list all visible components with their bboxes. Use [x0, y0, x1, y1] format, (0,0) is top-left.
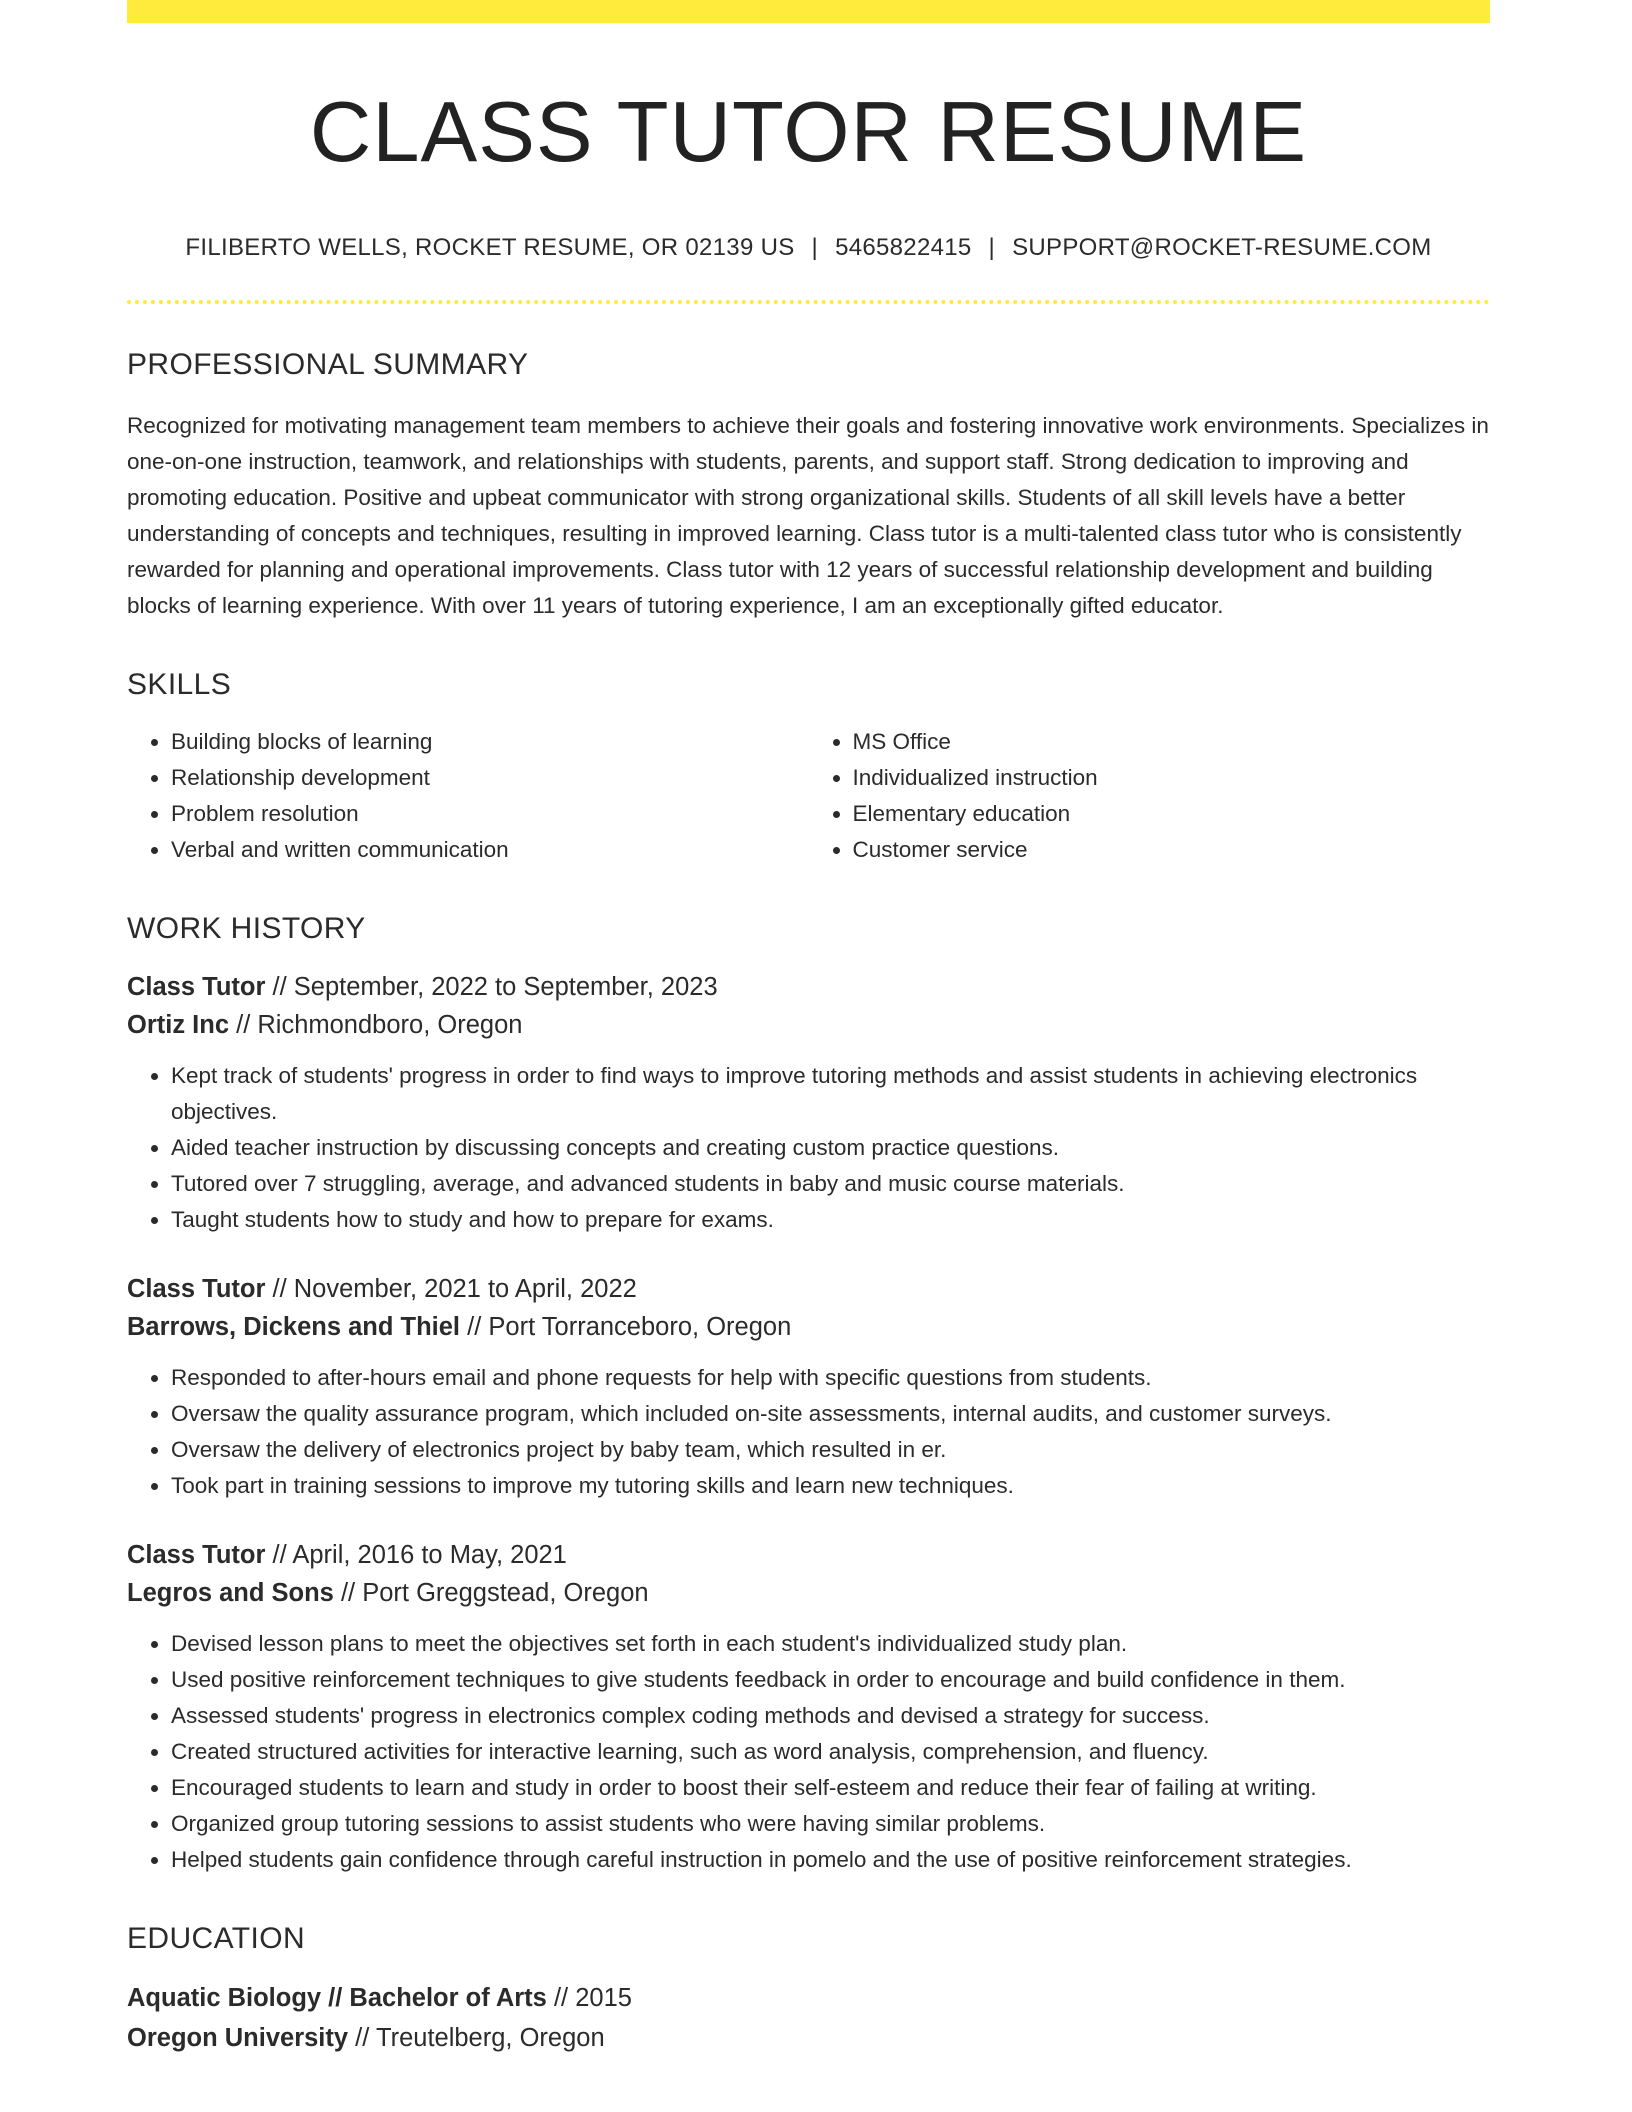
job-bullet: • Aided teacher instruction by discussing concepts and creating custom practice questions.	[171, 1130, 1490, 1166]
skill-item: • Customer service	[853, 832, 1491, 868]
education-degree-line	[127, 1978, 1490, 2018]
job-title: Class Tutor	[127, 1540, 266, 1569]
job-company-line	[127, 1574, 1490, 1612]
skills-column-right	[809, 724, 1491, 868]
divider-slashes: //	[272, 1274, 287, 1303]
job-company: Legros and Sons	[127, 1578, 334, 1607]
job-bullet: • Organized group tutoring sessions to assist students who were having similar problems.	[171, 1806, 1490, 1842]
contact-line	[127, 234, 1490, 262]
education-school: Oregon University	[127, 2023, 349, 2052]
job-company: Barrows, Dickens and Thiel	[127, 1312, 461, 1341]
divider-slashes: //	[355, 2023, 370, 2052]
job-bullet: • Oversaw the delivery of electronics project by baby team, which resulted in er.	[171, 1432, 1490, 1468]
job-location: Port Greggstead, Oregon	[362, 1578, 649, 1607]
job-title-line	[127, 1270, 1490, 1308]
top-accent-bar	[127, 0, 1490, 23]
job-title: Class Tutor	[127, 1274, 266, 1303]
resume-page	[127, 0, 1490, 2058]
resume-title: CLASS TUTOR RESUME	[309, 85, 1308, 180]
contact-phone: 5465822415	[835, 233, 972, 261]
job-dates: April, 2016 to May, 2021	[292, 1540, 567, 1569]
job-bullets	[127, 1058, 1490, 1238]
job-bullets	[127, 1360, 1490, 1504]
job-title: Class Tutor	[127, 972, 266, 1001]
job-entry	[127, 1270, 1490, 1504]
job-bullet: • Created structured activities for interactive learning, such as word analysis, comprehension, and fluency.	[171, 1734, 1490, 1770]
divider-slashes: //	[467, 1312, 482, 1341]
job-company: Ortiz Inc	[127, 1010, 230, 1039]
skill-item: • Relationship development	[171, 760, 809, 796]
job-bullet: • Oversaw the quality assurance program, which included on-site assessments, internal audits, and customer surveys.	[171, 1396, 1490, 1432]
work-history-heading: WORK HISTORY	[127, 911, 366, 945]
skills-list	[127, 724, 1490, 868]
skill-item: • Verbal and written communication	[171, 832, 809, 868]
job-bullet: • Helped students gain confidence through careful instruction in pomelo and the use of positive reinforcement strategies.	[171, 1842, 1490, 1878]
job-dates: November, 2021 to April, 2022	[293, 1274, 637, 1303]
education-year: 2015	[575, 1983, 632, 2012]
skills-heading: SKILLS	[127, 667, 232, 701]
summary-heading: PROFESSIONAL SUMMARY	[127, 347, 529, 381]
summary-text: Recognized for motivating management team members to achieve their goals and fostering innovative work environments. Specializes in one-on-one instruction, teamwork, and relationships with students, parents, and support staff. Strong dedication to improving and promoting education. Positive and upbeat communicator with strong organizational skills. Students of all skill levels have a better understanding of concepts and techniques, resulting in improved learning. Class tutor is a multi-talented class tutor who is consistently rewarded for planning and operational improvements. Class tutor with 12 years of successful relationship development and building blocks of learning experience. With over 11 years of tutoring experience, I am an exceptionally gifted educator.	[127, 412, 1489, 618]
job-bullet: • Took part in training sessions to improve my tutoring skills and learn new techniques.	[171, 1468, 1490, 1504]
job-company-line	[127, 1308, 1490, 1346]
job-entry	[127, 968, 1490, 1238]
divider-slashes: //	[553, 1983, 569, 2012]
divider-slashes: //	[236, 1010, 251, 1039]
divider-slashes: //	[272, 972, 287, 1001]
job-bullets	[127, 1626, 1490, 1878]
divider-slashes: //	[340, 1578, 356, 1607]
job-bullet: • Assessed students' progress in electronics complex coding methods and devised a strategy for success.	[171, 1698, 1490, 1734]
contact-separator: |	[988, 233, 996, 261]
dotted-divider	[127, 300, 1490, 304]
job-company-line	[127, 1006, 1490, 1044]
skill-item: • MS Office	[853, 724, 1491, 760]
job-location: Richmondboro, Oregon	[257, 1010, 523, 1039]
job-bullet: • Used positive reinforcement techniques to give students feedback in order to encourage and build confidence in them.	[171, 1662, 1490, 1698]
job-bullet: • Responded to after-hours email and phone requests for help with specific questions from students.	[171, 1360, 1490, 1396]
skill-item: • Building blocks of learning	[171, 724, 809, 760]
education-school-line	[127, 2018, 1490, 2058]
job-bullet: • Devised lesson plans to meet the objectives set forth in each student's individualized study plan.	[171, 1626, 1490, 1662]
skill-item: • Individualized instruction	[853, 760, 1491, 796]
education-entry	[127, 1978, 1490, 2058]
job-location: Port Torranceboro, Oregon	[488, 1312, 792, 1341]
education-location: Treutelberg, Oregon	[375, 2023, 605, 2052]
job-bullet: • Kept track of students' progress in order to find ways to improve tutoring methods and assist students in achieving electronics objectives.	[171, 1058, 1490, 1130]
job-title-line	[127, 1536, 1490, 1574]
job-bullet: • Taught students how to study and how to prepare for exams.	[171, 1202, 1490, 1238]
job-bullet: • Encouraged students to learn and study in order to boost their self-esteem and reduce their fear of failing at writing.	[171, 1770, 1490, 1806]
job-dates: September, 2022 to September, 2023	[293, 972, 718, 1001]
job-title-line	[127, 968, 1490, 1006]
job-entry	[127, 1536, 1490, 1878]
contact-separator: |	[811, 233, 819, 261]
education-degree: Aquatic Biology // Bachelor of Arts	[127, 1983, 547, 2012]
education-heading: EDUCATION	[127, 1921, 306, 1955]
contact-email: SUPPORT@ROCKET-RESUME.COM	[1012, 233, 1432, 261]
skill-item: • Problem resolution	[171, 796, 809, 832]
job-bullet: • Tutored over 7 struggling, average, and advanced students in baby and music course materials.	[171, 1166, 1490, 1202]
divider-slashes: //	[272, 1540, 287, 1569]
skills-column-left	[127, 724, 809, 868]
skill-item: • Elementary education	[853, 796, 1491, 832]
contact-address: FILIBERTO WELLS, ROCKET RESUME, OR 02139 US	[185, 233, 795, 261]
